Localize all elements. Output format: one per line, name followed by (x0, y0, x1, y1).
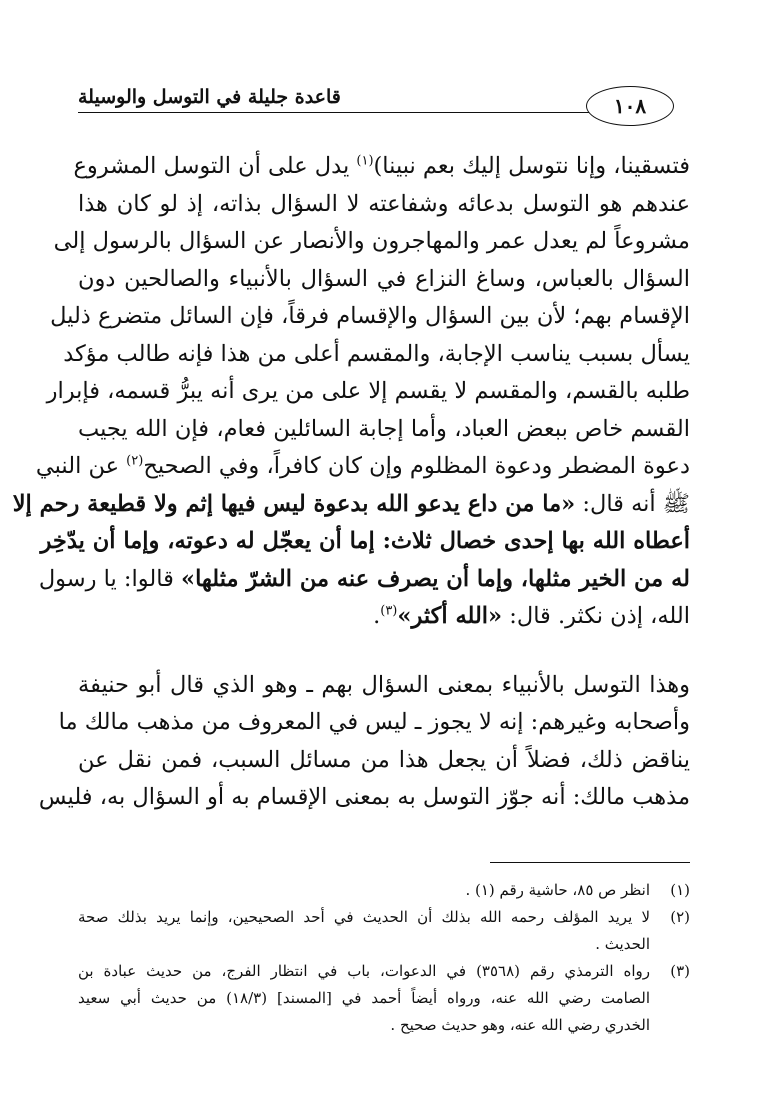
text-line: مشروعاً لم يعدل عمر والمهاجرون والأنصار عن السؤال بالرسول إلى (53, 228, 690, 254)
text-line: دعوة المضطر ودعوة المظلوم وإن كان كافراً، وفي الصحيح$^{(٢)}$ عن النبي (35, 453, 690, 479)
book-title: قاعدة جليلة في التوسل والوسيلة (78, 86, 341, 108)
hadith-text: أعطاه الله بها إحدى خصال ثلاث: إما أن يعجّل له دعوته، وإما أن يدّخِر (40, 528, 690, 554)
text-line: طلبه بالقسم، والمقسم لا يقسم إلا على من يرى أنه يبرُّ قسمه، فإبرار (46, 378, 690, 404)
text-line: فتسقينا، وإنا نتوسل إليك بعم نبينا)$^{(١)}$ يدل على أن التوسل المشروع (73, 153, 690, 179)
footnote-ref[interactable]: (٢) (126, 453, 144, 469)
header-rule (78, 112, 652, 113)
hadith-text: «الله أكثر» (397, 603, 503, 629)
footnotes (78, 877, 690, 1039)
footnote-text: الحديث . (595, 935, 650, 953)
footnote-number: (١) (670, 881, 690, 899)
text-line: القسم خاص ببعض العباد، وأما إجابة السائلين فعام، فإن الله يجيب (78, 415, 690, 442)
footnote-ref[interactable]: (١) (356, 153, 374, 169)
paragraph-gap (78, 636, 690, 667)
footnote-number: (٣) (670, 962, 690, 980)
text-line: له من الخير مثلها، وإما أن يصرف عنه من الشرّ مثلها» قالوا: يا رسول (38, 565, 690, 592)
text-line: وأصحابه وغيرهم: إنه لا يجوز ـ ليس في المعروف من مذهب مالك ما (58, 709, 690, 735)
page-header (78, 78, 690, 126)
footnote-text: لا يريد المؤلف رحمه الله بذلك أن الحديث في أحد الصحيحين، وإنما يريد بذلك صحة (78, 908, 650, 926)
text-line: الإقسام بهم؛ لأن بين السؤال والإقسام فرقاً، فإن السائل متضرع ذليل (50, 303, 690, 329)
text-line: السؤال بالعباس، وساغ النزاع في السؤال بالأنبياء والصالحين دون (78, 265, 690, 292)
main-text (12, 148, 690, 817)
page-number: ١٠٨ (586, 86, 674, 126)
text-line: يسأل بسبب يناسب الإجابة، والمقسم أعلى من هذا فإنه طالب مؤكد (63, 340, 690, 367)
text-line: يناقض ذلك، فضلاً أن يجعل هذا من مسائل السبب، فمن نقل عن (78, 746, 690, 773)
footnote (78, 904, 690, 958)
text-line: عندهم هو التوسل بدعائه وشفاعته لا السؤال بذاته، إذ لو كان هذا (78, 190, 690, 217)
footnote-text: الصامت رضي الله عنه، ورواه أيضاً أحمد في [المسند] (١٨/٣) من حديث أبي سعيد (78, 989, 650, 1007)
text-line: مذهب مالك: أنه جوّز التوسل به بمعنى الإقسام به أو السؤال به، فليس (38, 784, 690, 810)
text-line: الله، إذن نكثر. قال: «الله أكثر»$^{(٣)}$. (373, 603, 690, 629)
footnote-text: الخدري رضي الله عنه، وهو حديث صحيح . (390, 1016, 650, 1034)
footnote-rule (490, 862, 690, 863)
hadith-text: «ما من داع يدعو الله بدعوة ليس فيها إثم ولا قطيعة رحم إلا (12, 490, 576, 517)
footnote (78, 958, 690, 1039)
footnote-number: (٢) (670, 908, 690, 926)
footnote-ref[interactable]: (٣) (380, 603, 398, 619)
hadith-text: له من الخير مثلها، وإما أن يصرف عنه من الشرّ مثلها» (181, 565, 690, 592)
footnote-text: رواه الترمذي رقم (٣٥٦٨) في الدعوات، باب في انتظار الفرج، من حديث عبادة بن (78, 962, 650, 980)
footnote-text: انظر ص ٨٥، حاشية رقم (١) . (465, 881, 650, 899)
text-line: ﷺ أنه قال: «ما من داع يدعو الله بدعوة ليس فيها إثم ولا قطيعة رحم إلا (12, 490, 690, 517)
text-line: وهذا التوسل بالأنبياء بمعنى السؤال بهم ـ وهو الذي قال أبو حنيفة (78, 671, 690, 698)
footnote (78, 877, 690, 904)
